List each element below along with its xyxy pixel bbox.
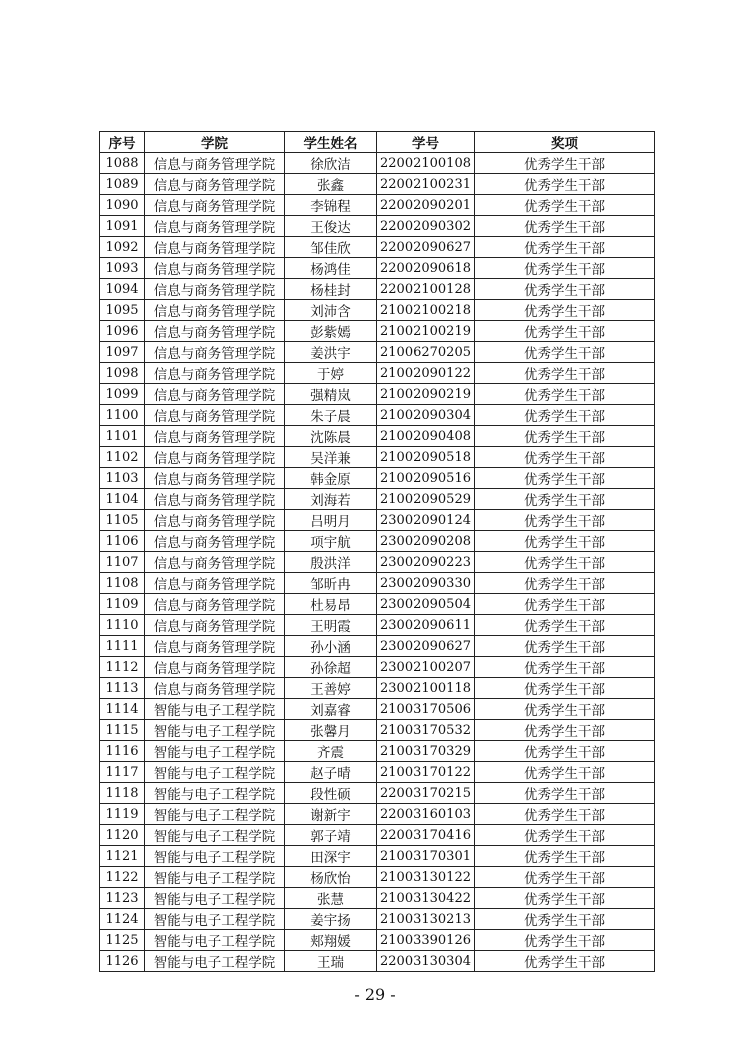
cell-college: 信息与商务管理学院: [145, 279, 285, 300]
cell-college: 智能与电子工程学院: [145, 825, 285, 846]
cell-award: 优秀学生干部: [475, 531, 655, 552]
cell-id: 22003170215: [377, 783, 475, 804]
cell-award: 优秀学生干部: [475, 741, 655, 762]
award-table: [99, 131, 655, 972]
cell-college: 信息与商务管理学院: [145, 510, 285, 531]
table-row: [100, 741, 655, 762]
page-number: - 29 -: [354, 985, 396, 1004]
cell-college: 信息与商务管理学院: [145, 174, 285, 195]
header-id: 学号: [377, 132, 475, 153]
cell-no: 1113: [100, 678, 145, 699]
cell-id: 22002100128: [377, 279, 475, 300]
cell-award: 优秀学生干部: [475, 909, 655, 930]
cell-name: 徐欣洁: [285, 153, 377, 174]
cell-no: 1096: [100, 321, 145, 342]
cell-college: 信息与商务管理学院: [145, 384, 285, 405]
cell-college: 智能与电子工程学院: [145, 741, 285, 762]
cell-id: 23002090223: [377, 552, 475, 573]
cell-name: 李锦程: [285, 195, 377, 216]
cell-award: 优秀学生干部: [475, 279, 655, 300]
cell-college: 信息与商务管理学院: [145, 468, 285, 489]
cell-id: 21003170329: [377, 741, 475, 762]
cell-no: 1102: [100, 447, 145, 468]
cell-award: 优秀学生干部: [475, 930, 655, 951]
cell-college: 信息与商务管理学院: [145, 237, 285, 258]
cell-id: 21003130213: [377, 909, 475, 930]
cell-id: 22002100108: [377, 153, 475, 174]
cell-no: 1109: [100, 594, 145, 615]
cell-no: 1123: [100, 888, 145, 909]
cell-college: 智能与电子工程学院: [145, 762, 285, 783]
cell-name: 邹佳欣: [285, 237, 377, 258]
table-row: [100, 825, 655, 846]
table-row: [100, 300, 655, 321]
cell-award: 优秀学生干部: [475, 825, 655, 846]
cell-id: 22003160103: [377, 804, 475, 825]
cell-name: 赵子晴: [285, 762, 377, 783]
cell-no: 1114: [100, 699, 145, 720]
cell-id: 21002090408: [377, 426, 475, 447]
cell-id: 21002090219: [377, 384, 475, 405]
cell-id: 22002090627: [377, 237, 475, 258]
header-name: 学生姓名: [285, 132, 377, 153]
cell-no: 1090: [100, 195, 145, 216]
cell-no: 1100: [100, 405, 145, 426]
cell-award: 优秀学生干部: [475, 342, 655, 363]
table-row: [100, 762, 655, 783]
header-award: 奖项: [475, 132, 655, 153]
cell-no: 1108: [100, 573, 145, 594]
cell-award: 优秀学生干部: [475, 783, 655, 804]
table-row: [100, 699, 655, 720]
cell-no: 1110: [100, 615, 145, 636]
cell-award: 优秀学生干部: [475, 678, 655, 699]
cell-college: 信息与商务管理学院: [145, 552, 285, 573]
cell-college: 信息与商务管理学院: [145, 405, 285, 426]
cell-name: 于婷: [285, 363, 377, 384]
table-row: [100, 426, 655, 447]
cell-award: 优秀学生干部: [475, 468, 655, 489]
cell-name: 齐震: [285, 741, 377, 762]
cell-id: 21002090122: [377, 363, 475, 384]
cell-no: 1112: [100, 657, 145, 678]
cell-id: 21003170532: [377, 720, 475, 741]
cell-no: 1105: [100, 510, 145, 531]
cell-id: 23002090611: [377, 615, 475, 636]
cell-award: 优秀学生干部: [475, 195, 655, 216]
cell-name: 张馨月: [285, 720, 377, 741]
cell-no: 1115: [100, 720, 145, 741]
cell-name: 杨欣怡: [285, 867, 377, 888]
cell-college: 信息与商务管理学院: [145, 342, 285, 363]
cell-no: 1118: [100, 783, 145, 804]
cell-name: 刘沛含: [285, 300, 377, 321]
cell-college: 智能与电子工程学院: [145, 930, 285, 951]
cell-name: 朱子晨: [285, 405, 377, 426]
cell-award: 优秀学生干部: [475, 846, 655, 867]
cell-no: 1124: [100, 909, 145, 930]
table-row: [100, 678, 655, 699]
cell-name: 段性硕: [285, 783, 377, 804]
header-college: 学院: [145, 132, 285, 153]
cell-name: 姜洪宇: [285, 342, 377, 363]
cell-id: 21002090516: [377, 468, 475, 489]
cell-name: 杨桂封: [285, 279, 377, 300]
cell-award: 优秀学生干部: [475, 615, 655, 636]
cell-award: 优秀学生干部: [475, 300, 655, 321]
table-row: [100, 573, 655, 594]
cell-college: 信息与商务管理学院: [145, 216, 285, 237]
cell-no: 1103: [100, 468, 145, 489]
cell-award: 优秀学生干部: [475, 258, 655, 279]
cell-award: 优秀学生干部: [475, 657, 655, 678]
cell-award: 优秀学生干部: [475, 762, 655, 783]
cell-college: 信息与商务管理学院: [145, 594, 285, 615]
table-row: [100, 321, 655, 342]
cell-name: 田深宇: [285, 846, 377, 867]
table-row: [100, 636, 655, 657]
table-row: [100, 615, 655, 636]
cell-college: 智能与电子工程学院: [145, 867, 285, 888]
cell-college: 信息与商务管理学院: [145, 573, 285, 594]
cell-id: 22002100231: [377, 174, 475, 195]
cell-id: 23002090330: [377, 573, 475, 594]
cell-award: 优秀学生干部: [475, 447, 655, 468]
cell-id: 21002090518: [377, 447, 475, 468]
cell-college: 信息与商务管理学院: [145, 657, 285, 678]
cell-no: 1120: [100, 825, 145, 846]
table-row: [100, 216, 655, 237]
cell-id: 21003170506: [377, 699, 475, 720]
cell-award: 优秀学生干部: [475, 363, 655, 384]
table-row: [100, 174, 655, 195]
cell-name: 吕明月: [285, 510, 377, 531]
cell-id: 21003170122: [377, 762, 475, 783]
cell-college: 智能与电子工程学院: [145, 783, 285, 804]
table-row: [100, 930, 655, 951]
cell-award: 优秀学生干部: [475, 573, 655, 594]
cell-award: 优秀学生干部: [475, 699, 655, 720]
table-row: [100, 447, 655, 468]
table-row: [100, 804, 655, 825]
cell-id: 23002090504: [377, 594, 475, 615]
cell-award: 优秀学生干部: [475, 405, 655, 426]
table-row: [100, 237, 655, 258]
cell-id: 23002090208: [377, 531, 475, 552]
cell-name: 王瑞: [285, 951, 377, 972]
table-row: [100, 405, 655, 426]
cell-college: 信息与商务管理学院: [145, 195, 285, 216]
table-row: [100, 888, 655, 909]
table-row: [100, 867, 655, 888]
cell-no: 1107: [100, 552, 145, 573]
cell-college: 智能与电子工程学院: [145, 846, 285, 867]
cell-college: 信息与商务管理学院: [145, 426, 285, 447]
cell-award: 优秀学生干部: [475, 720, 655, 741]
cell-name: 项宇航: [285, 531, 377, 552]
cell-college: 智能与电子工程学院: [145, 888, 285, 909]
cell-name: 姜宇扬: [285, 909, 377, 930]
table-row: [100, 363, 655, 384]
cell-no: 1093: [100, 258, 145, 279]
cell-award: 优秀学生干部: [475, 888, 655, 909]
cell-name: 韩金原: [285, 468, 377, 489]
cell-no: 1092: [100, 237, 145, 258]
cell-name: 沈陈晨: [285, 426, 377, 447]
cell-award: 优秀学生干部: [475, 594, 655, 615]
cell-no: 1104: [100, 489, 145, 510]
cell-college: 信息与商务管理学院: [145, 615, 285, 636]
cell-name: 刘海若: [285, 489, 377, 510]
cell-award: 优秀学生干部: [475, 489, 655, 510]
table-row: [100, 258, 655, 279]
cell-college: 信息与商务管理学院: [145, 258, 285, 279]
cell-no: 1099: [100, 384, 145, 405]
cell-award: 优秀学生干部: [475, 552, 655, 573]
cell-award: 优秀学生干部: [475, 510, 655, 531]
cell-id: 21003390126: [377, 930, 475, 951]
table-row: [100, 552, 655, 573]
cell-award: 优秀学生干部: [475, 951, 655, 972]
cell-award: 优秀学生干部: [475, 153, 655, 174]
table-row: [100, 783, 655, 804]
cell-college: 信息与商务管理学院: [145, 363, 285, 384]
cell-id: 21002100219: [377, 321, 475, 342]
cell-name: 殷洪洋: [285, 552, 377, 573]
header-no: 序号: [100, 132, 145, 153]
cell-id: 22002090201: [377, 195, 475, 216]
cell-college: 信息与商务管理学院: [145, 636, 285, 657]
cell-name: 王善婷: [285, 678, 377, 699]
cell-no: 1088: [100, 153, 145, 174]
cell-id: 22002090302: [377, 216, 475, 237]
cell-award: 优秀学生干部: [475, 384, 655, 405]
cell-id: 21002090529: [377, 489, 475, 510]
table-row: [100, 468, 655, 489]
cell-college: 信息与商务管理学院: [145, 447, 285, 468]
cell-id: 21003170301: [377, 846, 475, 867]
table-row: [100, 510, 655, 531]
cell-no: 1122: [100, 867, 145, 888]
cell-id: 21003130122: [377, 867, 475, 888]
cell-name: 杨鸿佳: [285, 258, 377, 279]
table-body: [100, 153, 655, 972]
cell-no: 1119: [100, 804, 145, 825]
cell-no: 1101: [100, 426, 145, 447]
cell-id: 21006270205: [377, 342, 475, 363]
cell-name: 强精岚: [285, 384, 377, 405]
cell-no: 1121: [100, 846, 145, 867]
table-row: [100, 594, 655, 615]
cell-no: 1117: [100, 762, 145, 783]
cell-name: 孙小涵: [285, 636, 377, 657]
table-row: [100, 531, 655, 552]
header-row: [100, 132, 655, 153]
cell-college: 信息与商务管理学院: [145, 489, 285, 510]
cell-no: 1097: [100, 342, 145, 363]
cell-college: 信息与商务管理学院: [145, 531, 285, 552]
cell-id: 22003170416: [377, 825, 475, 846]
table-row: [100, 951, 655, 972]
cell-id: 22002090618: [377, 258, 475, 279]
cell-no: 1091: [100, 216, 145, 237]
cell-id: 22003130304: [377, 951, 475, 972]
cell-college: 信息与商务管理学院: [145, 153, 285, 174]
cell-id: 23002090627: [377, 636, 475, 657]
table-row: [100, 909, 655, 930]
cell-name: 孙徐超: [285, 657, 377, 678]
cell-name: 王俊达: [285, 216, 377, 237]
cell-id: 23002100118: [377, 678, 475, 699]
cell-award: 优秀学生干部: [475, 321, 655, 342]
table-row: [100, 195, 655, 216]
table-row: [100, 657, 655, 678]
cell-no: 1126: [100, 951, 145, 972]
cell-name: 刘嘉睿: [285, 699, 377, 720]
table-row: [100, 153, 655, 174]
cell-college: 智能与电子工程学院: [145, 951, 285, 972]
cell-no: 1094: [100, 279, 145, 300]
cell-name: 杜易昂: [285, 594, 377, 615]
table-row: [100, 489, 655, 510]
cell-college: 信息与商务管理学院: [145, 321, 285, 342]
cell-no: 1106: [100, 531, 145, 552]
cell-id: 21002090304: [377, 405, 475, 426]
cell-name: 张慧: [285, 888, 377, 909]
cell-award: 优秀学生干部: [475, 237, 655, 258]
cell-no: 1095: [100, 300, 145, 321]
table-row: [100, 279, 655, 300]
table-row: [100, 720, 655, 741]
cell-id: 23002090124: [377, 510, 475, 531]
cell-college: 智能与电子工程学院: [145, 804, 285, 825]
cell-award: 优秀学生干部: [475, 216, 655, 237]
cell-no: 1111: [100, 636, 145, 657]
cell-name: 郏翔媛: [285, 930, 377, 951]
cell-no: 1125: [100, 930, 145, 951]
cell-no: 1089: [100, 174, 145, 195]
cell-id: 21003130422: [377, 888, 475, 909]
cell-college: 智能与电子工程学院: [145, 909, 285, 930]
cell-award: 优秀学生干部: [475, 174, 655, 195]
table-row: [100, 342, 655, 363]
cell-college: 信息与商务管理学院: [145, 678, 285, 699]
cell-id: 21002100218: [377, 300, 475, 321]
cell-no: 1098: [100, 363, 145, 384]
cell-no: 1116: [100, 741, 145, 762]
cell-name: 彭紫嫣: [285, 321, 377, 342]
cell-award: 优秀学生干部: [475, 867, 655, 888]
table-row: [100, 384, 655, 405]
cell-award: 优秀学生干部: [475, 804, 655, 825]
cell-award: 优秀学生干部: [475, 636, 655, 657]
table-row: [100, 846, 655, 867]
cell-name: 谢新宇: [285, 804, 377, 825]
cell-name: 邹昕冉: [285, 573, 377, 594]
cell-name: 吴洋兼: [285, 447, 377, 468]
cell-college: 智能与电子工程学院: [145, 720, 285, 741]
cell-award: 优秀学生干部: [475, 426, 655, 447]
cell-college: 信息与商务管理学院: [145, 300, 285, 321]
table-header: [100, 132, 655, 153]
cell-college: 智能与电子工程学院: [145, 699, 285, 720]
cell-name: 王明霞: [285, 615, 377, 636]
cell-id: 23002100207: [377, 657, 475, 678]
cell-name: 张鑫: [285, 174, 377, 195]
cell-name: 郭子靖: [285, 825, 377, 846]
